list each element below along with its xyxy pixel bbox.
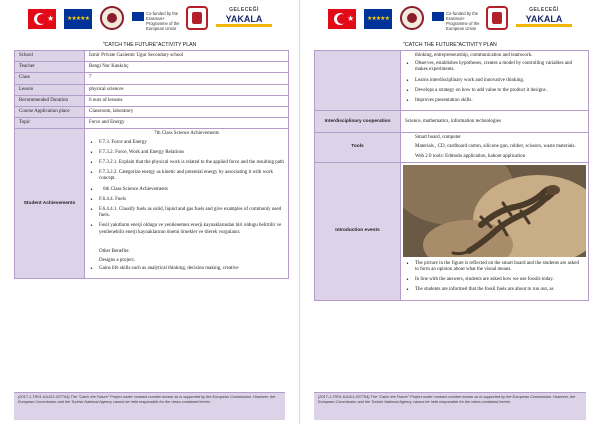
table-row	[315, 162, 589, 300]
list-item: • Improves presentation skills.	[405, 98, 584, 104]
table-row	[15, 84, 289, 95]
university-seal-icon	[100, 6, 124, 30]
tools-cell	[401, 133, 589, 163]
footer-disclaimer: (2017-1-TR01-KA101-037764) The "Catch the Future" Project under contract number known as is supported by the European Commission. However, the European Commission and the Turkish National Agency cannot be held responsible for the views contained herein.	[14, 392, 285, 420]
row-value: Classroom, laboratory	[85, 107, 289, 118]
school-emblem-icon	[486, 6, 508, 30]
row-value: physical sciences	[85, 84, 289, 95]
footer-disclaimer: (2017-1-TR01-KA101-037764) The "Catch the Future" Project under contract number known as is supported by the European Commission. However, the European Commission and the Turkish National Agency cannot be held responsible for the views contained herein.	[314, 392, 586, 420]
fossil-photo-area	[403, 165, 586, 257]
header-logos	[14, 6, 285, 34]
lizard-fossil-image	[403, 165, 586, 257]
row-label: Topic	[15, 118, 85, 129]
table-row	[15, 73, 289, 84]
other-benefits-heading: Other Benefits:	[99, 248, 130, 254]
row-label: Class	[15, 73, 85, 84]
header-logos	[314, 6, 586, 34]
row-label: School	[15, 51, 85, 62]
erasmus-logo: Co-funded by the Erasmus+ Programme of the European Union	[132, 11, 178, 37]
list-item: • Learns interdisciplinary work and innovative thinking.	[405, 78, 584, 84]
grade7-title: 7th Class Science Achievements	[154, 131, 219, 137]
grade7-list	[89, 140, 284, 183]
school-emblem-icon	[186, 6, 208, 30]
row-value: Force and Energy	[85, 118, 289, 129]
list-item: • Fosil yakıtların enerji oldugu ve yenilenemez enerji kaynaklarından biri oldugu belirtilir ve yenilenebilir enerji kaynaklarının önemi örnekler ve tilerek vurgulanır.	[89, 223, 284, 235]
continued-text: thinking, entrepreneurship, communication and teamwork.	[415, 53, 533, 58]
row-label: Introduction events	[315, 162, 401, 300]
row-value: 6 ours of lessons	[85, 95, 289, 106]
table-row	[15, 118, 289, 129]
list-item: • Develops a strategy on how to add value to the product it designs .	[405, 88, 584, 94]
project-logo: GELECEĞİ YAKALA	[516, 6, 572, 32]
list-item: • F.6.4.4. Fuels	[89, 197, 284, 203]
row-label: Interdisciplinary cooperation	[315, 111, 401, 133]
list-item: • F.7.3.2. Force, Work and Energy Relations	[89, 150, 284, 156]
table-row	[315, 133, 589, 163]
list-item: • F.7.3. Force and Energy	[89, 140, 284, 146]
table-row	[315, 51, 589, 111]
list-item: • Observes, establishes hypotheses, creates a model by controlling variables and makes experiments.	[405, 61, 584, 73]
achievements-cell	[85, 129, 289, 279]
row-label: Student Achievements	[15, 129, 85, 279]
turkey-flag-icon: ★	[28, 9, 56, 29]
list-item: • In line with the answers, students are asked how we use fossils today.	[405, 277, 584, 283]
page-title: "CATCH THE FUTURE"ACTIVITY PLAN	[403, 42, 497, 48]
grade6-list	[89, 187, 284, 236]
document-page-right	[300, 0, 600, 424]
row-value: Bengi Nur Kankılıç	[85, 62, 289, 73]
list-item: • 6th Class Science Achievements	[89, 187, 284, 193]
row-label: Tools	[315, 133, 401, 163]
tools-line: Smart board, computer	[415, 135, 461, 141]
university-seal-icon	[400, 6, 424, 30]
design-project-text: Designs a project.	[99, 258, 135, 264]
row-value: İzmir Private Gaziemir Ugur Secondary school	[85, 51, 289, 62]
list-item: • Gains life skills such as analytical thinking, decision making, creative	[89, 266, 284, 272]
row-label: Teacher	[15, 62, 85, 73]
table-row	[15, 129, 289, 279]
list-item: • The students are informed that the fossil fuels are about to run out, as	[405, 287, 584, 293]
row-value: 7	[85, 73, 289, 84]
erasmus-logo: Co-funded by the Erasmus+ Programme of the European Union	[432, 11, 478, 37]
row-label: Lesson	[15, 84, 85, 95]
row-value: Science, mathematics, information technologies	[401, 111, 589, 133]
activity-plan-table-continued	[314, 50, 589, 301]
table-row	[15, 95, 289, 106]
table-row	[315, 111, 589, 133]
list-item: • F.7.3.2.1. Explain that the physical work is related to the applied force and the resulting path	[89, 160, 284, 166]
project-logo: GELECEĞİ YAKALA	[216, 6, 272, 32]
table-row	[15, 62, 289, 73]
table-row	[15, 51, 289, 62]
list-item: • The picture in the figure is reflected on the smart board and the students are asked to form an opinion about what the visual means.	[405, 261, 584, 273]
eu-flag-icon: ★★★★★	[64, 9, 92, 29]
lizard-icon	[403, 165, 586, 257]
page-title: "CATCH THE FUTURE"ACTIVITY PLAN	[102, 42, 197, 48]
intro-cell	[401, 162, 589, 300]
tools-line: Materials , CD, cardboard carton, silicone gun, rubber, scissors, waste materials.	[415, 144, 576, 150]
eu-flag-icon: ★★★★★	[364, 9, 392, 29]
tools-line: Web 2.0 tools: Edmodo application, kahoot application	[415, 153, 526, 159]
turkey-flag-icon: ★	[328, 9, 356, 29]
list-item: • F.7.3.2.2. Categorize energy as kinetic and potential energy by associating it with work concept.	[89, 170, 284, 182]
continued-benefits-cell	[401, 51, 589, 111]
table-row	[15, 107, 289, 118]
activity-plan-table	[14, 50, 289, 279]
list-item: • F.6.4.4.1. Classify fuels as solid, liquid and gas fuels and give examples of commonly used fuels.	[89, 207, 284, 219]
row-label: Recommended Duration	[15, 95, 85, 106]
row-label: Course Application place	[15, 107, 85, 118]
